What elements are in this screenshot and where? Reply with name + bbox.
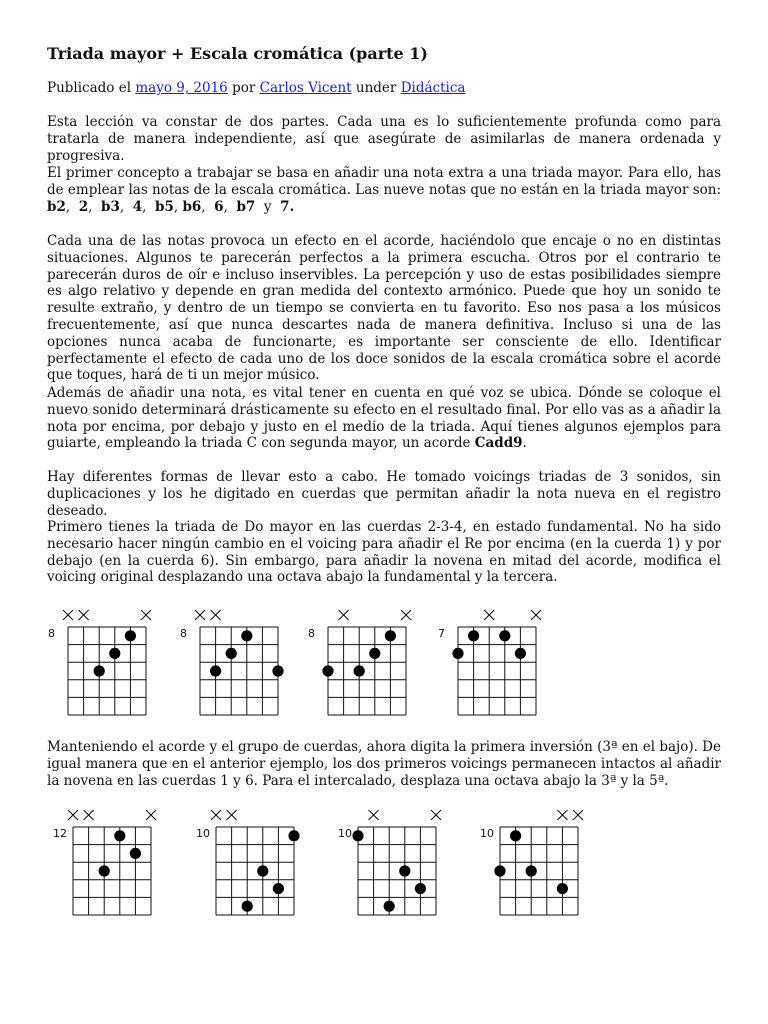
chord-diagram xyxy=(308,610,411,715)
finger-dot xyxy=(369,648,380,659)
finger-dot xyxy=(384,901,395,912)
fret-label: 8 xyxy=(48,627,55,640)
paragraph-first-inversion: Manteniendo el acorde y el grupo de cuerdas, ahora digita la primera inversión (3ª en el bajo). De igual manera que en el anterior ejemplo, los dos primeros voicings permanecen intactos al añadir la novena en las cuerdas 1 y 6. Para el intercalado, desplaza una octava abajo la 3ª y la 5ª. xyxy=(47,739,721,789)
finger-dot xyxy=(385,630,396,641)
finger-dot xyxy=(354,665,365,676)
finger-dot xyxy=(494,865,505,876)
finger-dot xyxy=(242,901,253,912)
page-title: Triada mayor + Escala cromática (parte 1) xyxy=(47,44,428,63)
finger-dot xyxy=(114,830,125,841)
paragraph-intro: Esta lección va constar de dos partes. Cada una es lo suficientemente profunda como para tratarla de manera independiente, así que asegúrate de asimilarlas de manera ordenada y progresiva. xyxy=(47,114,721,164)
fret-label: 7 xyxy=(438,627,445,640)
note-b6: b6 xyxy=(182,198,202,215)
muted-string-marker xyxy=(79,610,89,620)
chord-diagram xyxy=(196,810,300,915)
note-4: 4 xyxy=(132,198,143,215)
finger-dot xyxy=(94,665,105,676)
finger-dot xyxy=(99,865,110,876)
meta-prefix: Publicado el xyxy=(47,80,132,96)
note-b3: b3 xyxy=(101,198,120,215)
post-date-link[interactable]: mayo 9, 2016 xyxy=(135,80,228,96)
chord-diagram xyxy=(480,810,583,915)
concept-and: y xyxy=(263,198,272,215)
finger-dot xyxy=(399,865,410,876)
voicing-end: . xyxy=(522,435,527,452)
note-6: 6 xyxy=(214,198,224,215)
finger-dot xyxy=(109,648,120,659)
finger-dot xyxy=(226,648,237,659)
note-b5: b5 xyxy=(155,198,174,215)
finger-dot xyxy=(452,648,463,659)
chord-diagrams-root-position xyxy=(40,600,560,725)
chord-diagram xyxy=(48,610,151,715)
meta-by: por xyxy=(232,80,256,96)
chord-diagram xyxy=(438,610,541,715)
muted-string-marker xyxy=(401,610,411,620)
finger-dot xyxy=(499,630,510,641)
note-b7: b7 xyxy=(236,198,256,215)
post-meta xyxy=(47,80,465,96)
fret-label: 8 xyxy=(308,627,315,640)
finger-dot xyxy=(515,648,526,659)
fret-label: 12 xyxy=(53,827,67,840)
fret-label: 8 xyxy=(180,627,187,640)
paragraph-method: Hay diferentes formas de llevar esto a cabo. He tomado voicings triadas de 3 sonidos, sin duplicaciones y los he digitado en cuerdas que permitan añadir la nota nueva en el registro deseado. xyxy=(47,469,721,519)
concept-text: El primer concepto a trabajar se basa en añadir una nota extra a una triada mayor. Para ello, has de emplear las notas de la escala cromática. Las nueve notas que no están en la triada mayor son: xyxy=(47,165,721,198)
chord-diagram xyxy=(53,810,156,915)
note-2: 2 xyxy=(78,198,89,215)
finger-dot xyxy=(273,883,284,894)
muted-string-marker xyxy=(484,610,494,620)
muted-string-marker xyxy=(68,810,78,820)
muted-string-marker xyxy=(195,610,205,620)
finger-dot xyxy=(468,630,479,641)
muted-string-marker xyxy=(63,610,73,620)
muted-string-marker xyxy=(557,810,567,820)
chord-diagram xyxy=(180,610,284,715)
finger-dot xyxy=(130,848,141,859)
fret-label: 10 xyxy=(480,827,494,840)
finger-dot xyxy=(210,665,221,676)
muted-string-marker xyxy=(146,810,156,820)
muted-string-marker xyxy=(573,810,583,820)
finger-dot xyxy=(241,630,252,641)
finger-dot xyxy=(557,883,568,894)
chord-diagram xyxy=(338,810,441,915)
paragraph-voicing xyxy=(47,385,721,452)
fret-label: 10 xyxy=(338,827,352,840)
category-link[interactable]: Didáctica xyxy=(400,80,466,96)
muted-string-marker xyxy=(211,610,221,620)
muted-string-marker xyxy=(227,810,237,820)
author-link[interactable]: Carlos Vicent xyxy=(259,80,352,96)
finger-dot xyxy=(352,830,363,841)
note-b2: b2 xyxy=(47,198,66,215)
chord-diagrams-first-inversion xyxy=(40,800,600,925)
muted-string-marker xyxy=(431,810,441,820)
muted-string-marker xyxy=(84,810,94,820)
finger-dot xyxy=(125,630,136,641)
finger-dot xyxy=(526,865,537,876)
finger-dot xyxy=(272,665,283,676)
meta-under: under xyxy=(355,80,397,96)
paragraph-concept: El primer concepto a trabajar se basa en añadir una nota extra a una triada mayor. Para ello, has de emplear las notas de la escala cromática. Las nueve notas que no están en la triada mayor son: b2, 2, b3, 4, b5, b6, 6, b7 y 7. xyxy=(47,165,721,215)
finger-dot xyxy=(510,830,521,841)
paragraph-root-position: Primero tienes la triada de Do mayor en las cuerdas 2-3-4, en estado fundamental. No ha sido necesario hacer ningún cambio en el voicing para añadir el Re por encima (en la cuerda 1) y por debajo (en la cuerda 6). Sin embargo, para añadir la novena en mitad del acorde, modifica el voicing original desplazando una octava abajo la fundamental y la tercera. xyxy=(47,519,721,586)
note-7: 7. xyxy=(280,198,295,215)
fret-label: 10 xyxy=(196,827,210,840)
muted-string-marker xyxy=(211,810,221,820)
paragraph-effects: Cada una de las notas provoca un efecto en el acorde, haciéndolo que encaje o no en distintas situaciones. Algunos te parecerán perfectos a la primera escucha. Otros por el contrario te parecerán duros de oír e incluso inservibles. La percepción y uso de estas posibilidades siempre es algo relativo y depende en gran medida del contexto armónico. Puede que hoy un sonido te resulte extraño, y dentro de un tiempo se convierta en tu favorito. Eso nos pasa a los músicos frecuentemente, así que nunca descartes nada de manera definitiva. Incluso si una de las opciones nunca acaba de funcionarte, es importante ser consciente de ello. Identificar perfectamente el efecto de cada uno de los doce sonidos de la escala cromática sobre el acorde que toques, hará de ti un mejor músico. xyxy=(47,233,721,384)
voicing-text: Además de añadir una nota, es vital tener en cuenta en qué voz se ubica. Dónde se coloque el nuevo sonido determinará drásticamente su efecto en el resultado final. Por ello vas as a añadir la nota por encima, por debajo y justo en el medio de la triada. Aquí tienes algunos ejemplos para guiarte, empleando la triada C con segunda mayor, un acorde xyxy=(47,385,721,452)
muted-string-marker xyxy=(339,610,349,620)
muted-string-marker xyxy=(531,610,541,620)
finger-dot xyxy=(415,883,426,894)
finger-dot xyxy=(322,665,333,676)
chord-name: Cadd9 xyxy=(474,435,523,452)
finger-dot xyxy=(257,865,268,876)
muted-string-marker xyxy=(369,810,379,820)
finger-dot xyxy=(288,830,299,841)
muted-string-marker xyxy=(141,610,151,620)
